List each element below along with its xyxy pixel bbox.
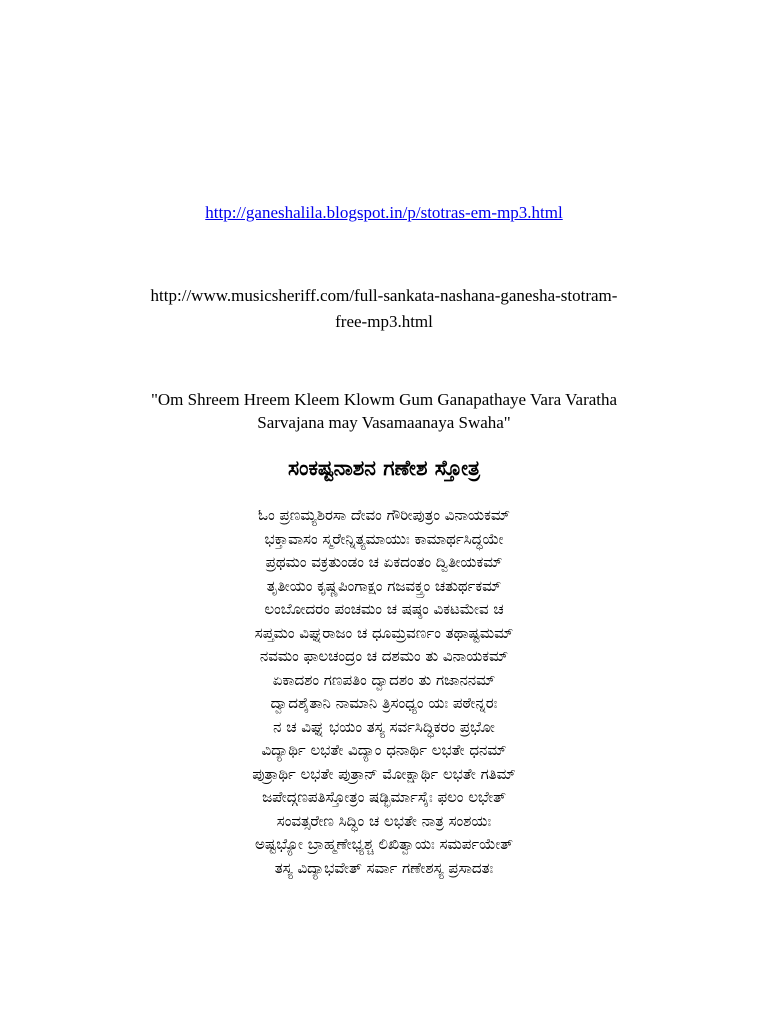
verse-line: ದ್ವಾದಶೈತಾನಿ ನಾಮಾನಿ ತ್ರಿಸಂಧ್ಯಂ ಯಃ ಪಠೇನ್ನರಃ	[270, 694, 498, 712]
verse-line: ನ ಚ ವಿಘ್ನ ಭಯಂ ತಸ್ಯ ಸರ್ವಸಿದ್ಧಿಕರಂ ಪ್ರಭೋ	[273, 717, 495, 736]
verse-line: ಭಕ್ತಾವಾಸಂ ಸ್ಮರೇನ್ನಿತ್ಯಮಾಯುಃ ಕಾಮಾರ್ಥಸಿದ್ಧಯೇ	[264, 529, 504, 548]
verse-line: ಪುತ್ರಾರ್ಥಿ ಲಭತೇ ಪುತ್ರಾನ್ ಮೋಕ್ಷಾರ್ಥಿ ಲಭತೇ ಗತಿಮ್	[252, 764, 516, 783]
verse-line: ಅಷ್ಟಭ್ಯೋ ಬ್ರಾಹ್ಮಣೇಭ್ಯಶ್ಚ ಲಿಖಿತ್ವಾಯಃ ಸಮರ್ಪಯೇತ್	[255, 835, 513, 853]
mantra-line-1: "Om Shreem Hreem Kleem Klowm Gum Ganapathaye Vara Varatha	[150, 390, 618, 409]
ganeshalila-link-line	[0, 202, 768, 224]
verse-line: ವಿದ್ಯಾರ್ಥಿ ಲಭತೇ ವಿದ್ಯಾಂ ಧನಾರ್ಥಿ ಲಭತೇ ಧನಮ್	[261, 741, 507, 759]
mantra-text	[84, 388, 684, 434]
verse-line: ಸಪ್ತಮಂ ವಿಘ್ನರಾಜಂ ಚ ಧೂಮ್ರವರ್ಣಂ ತಥಾಷ್ಟಮಮ್	[254, 623, 514, 642]
verse-line: ಓಂ ಪ್ರಣಮ್ಯಶಿರಸಾ ದೇವಂ ಗೌರೀಪುತ್ರಂ ವಿನಾಯಕಮ್	[258, 506, 510, 524]
stotra-title: ಸಂಕಷ್ಟನಾಶನ ಗಣೇಶ ಸ್ತೋತ್ರ	[287, 456, 481, 480]
ganeshalila-link[interactable]: http://ganeshalila.blogspot.in/p/stotras-em-mp3.html	[205, 203, 563, 222]
verse-line: ಸಂವತ್ಸರೇಣ ಸಿದ್ಧಿಂ ಚ ಲಭತೇ ನಾತ್ರ ಸಂಶಯಃ	[276, 811, 492, 830]
verse-line: ಪ್ರಥಮಂ ವಕ್ರತುಂಡಂ ಚ ಏಕದಂತಂ ದ್ವಿತೀಯಕಮ್	[265, 553, 503, 571]
verse-line: ನವಮಂ ಫಾಲಚಂದ್ರಂ ಚ ದಶಮಂ ತು ವಿನಾಯಕಮ್	[259, 647, 509, 665]
verse-line: ಜಪೇದ್ಗಣಪತಿಸ್ತೋತ್ರಂ ಷಡ್ಭಿರ್ಮಾಸೈಃ ಫಲಂ ಲಭೇತ್	[262, 788, 506, 806]
verse-line: ತೃತೀಯಂ ಕೃಷ್ಣಪಿಂಗಾಕ್ಷಂ ಗಜವಕ್ತ್ರಂ ಚತುರ್ಥಕಮ್	[266, 576, 502, 595]
verse-line: ತಸ್ಯ ವಿದ್ಯಾಭವೇತ್ ಸರ್ವಾ ಗಣೇಶಸ್ಯ ಪ್ರಸಾದತಃ	[274, 858, 494, 877]
musicsheriff-url	[90, 283, 678, 335]
stotra-verses	[84, 504, 684, 880]
musicsheriff-url-line-1: http://www.musicsheriff.com/full-sankata-nashana-ganesha-stotram-	[150, 286, 618, 305]
mantra-line-2: Sarvajana may Vasamaanaya Swaha"	[257, 413, 511, 432]
verse-line: ಲಂಬೋದರಂ ಪಂಚಮಂ ಚ ಷಷ್ಠಂ ವಿಕಟಮೇವ ಚ	[264, 600, 504, 618]
musicsheriff-url-line-2: free-mp3.html	[335, 312, 433, 331]
verse-line: ಏಕಾದಶಂ ಗಣಪತಿಂ ದ್ವಾದಶಂ ತು ಗಜಾನನಮ್	[272, 670, 496, 689]
